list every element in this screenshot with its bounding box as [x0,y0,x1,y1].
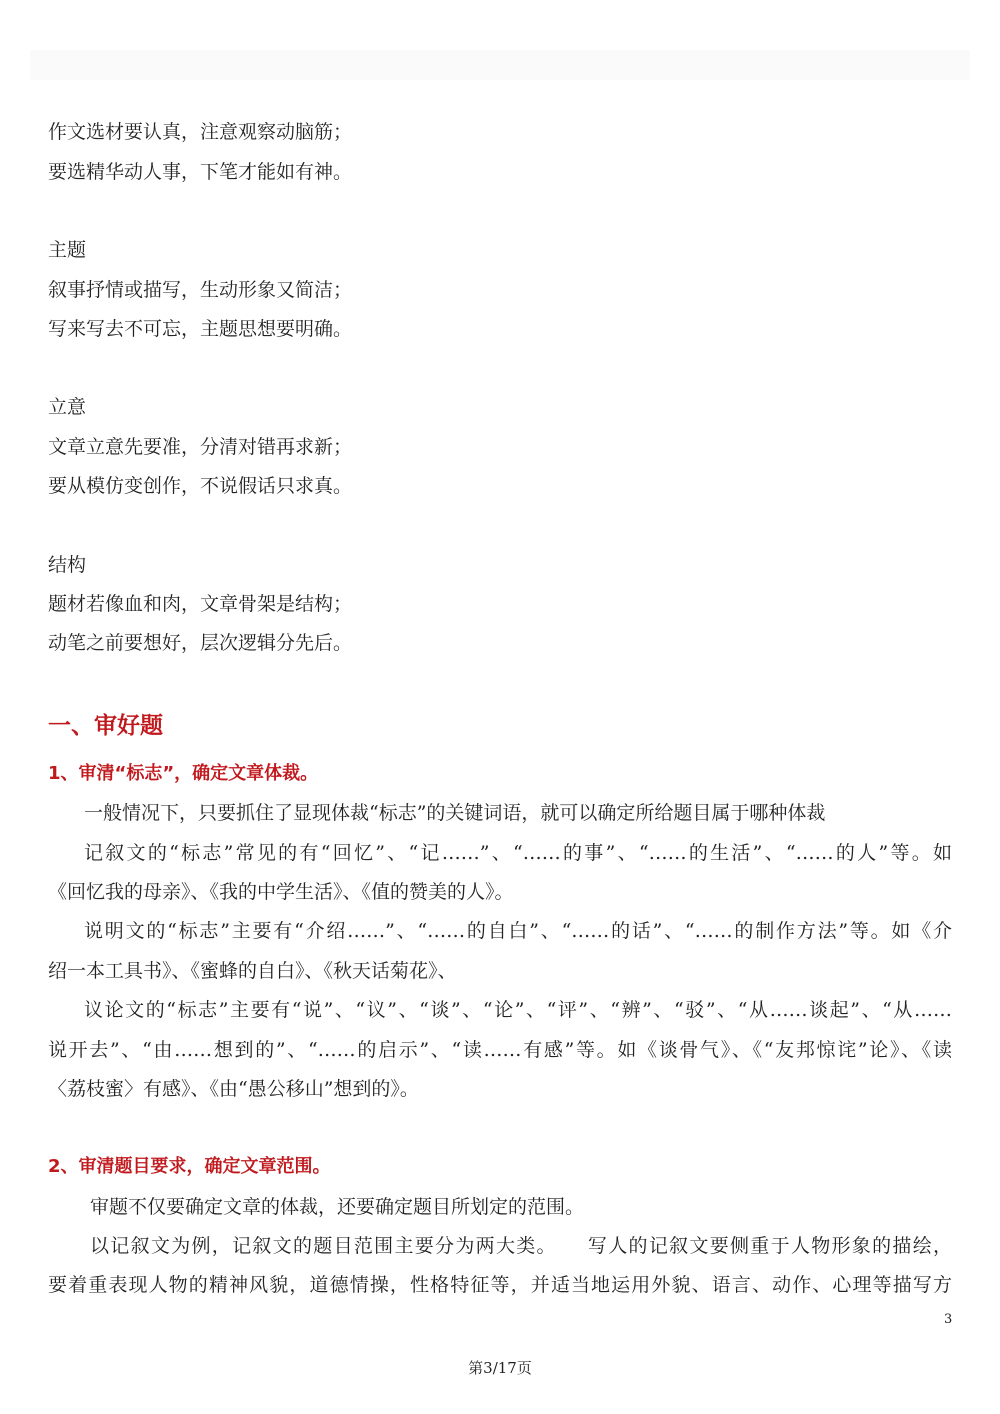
paragraph: 议论文的“标志”主要有“说”、“议”、“谈”、“论”、“评”、“辨”、“驳”、“从……谈起”、“从…… [84,999,952,1021]
paragraph: 绍一本工具书》、《蜜蜂的自白》、《秋天话菊花》、 [48,960,457,982]
paragraph: 〈荔枝蜜〉有感》、《由“愚公移山”想到的》。 [48,1078,419,1100]
paragraph: 审题不仅要确定文章的体裁，还要确定题目所划定的范围。 [90,1196,585,1218]
verse-line: 要从模仿变创作，不说假话只求真。 [48,475,353,497]
subheading-1: 1、审清“标志”，确定文章体裁。 [48,763,319,784]
paragraph: 记叙文的“标志”常见的有“回忆”、“记……”、“……的事”、“……的生活”、“……的人”等。如 [84,842,952,864]
verse-line: 动笔之前要想好，层次逻辑分先后。 [48,632,353,654]
paragraph: 以记叙文为例，记叙文的题目范围主要分为两大类。 写人的记叙文要侧重于人物形象的描绘， [90,1235,952,1257]
verse-title: 结构 [48,554,87,576]
verse-line: 作文选材要认真，注意观察动脑筋； [48,121,353,143]
paragraph: 一般情况下，只要抓住了显现体裁“标志”的关键词语，就可以确定所给题目属于哪种体裁 [84,802,826,824]
header-band [30,50,970,80]
verse-title: 主题 [48,239,87,261]
subheading-2: 2、审清题目要求，确定文章范围。 [48,1156,331,1177]
page-number: 3 [944,1312,953,1327]
verse-line: 题材若像血和肉，文章骨架是结构； [48,593,353,615]
verse-line: 文章立意先要准，分清对错再求新； [48,436,353,458]
verse-line: 写来写去不可忘，主题思想要明确。 [48,318,353,340]
paragraph: 说开去”、“由……想到的”、“……的启示”、“读……有感”等。如《谈骨气》、《“友邦惊诧”论》、《读 [48,1039,952,1061]
page-footer: 第3/17页 [468,1359,532,1377]
paragraph: 《回忆我的母亲》、《我的中学生活》、《值的赞美的人》。 [48,881,514,903]
paragraph: 说明文的“标志”主要有“介绍……”、“……的自白”、“……的话”、“……的制作方法”等。如《介 [84,920,952,942]
verse-title: 立意 [48,396,87,418]
section-heading: 一、审好题 [48,713,163,739]
verse-line: 叙事抒情或描写，生动形象又简洁； [48,279,353,301]
paragraph: 要着重表现人物的精神风貌，道德情操，性格特征等，并适当地运用外貌、语言、动作、心理等描写方 [48,1274,952,1296]
verse-line: 要选精华动人事，下笔才能如有神。 [48,161,353,183]
